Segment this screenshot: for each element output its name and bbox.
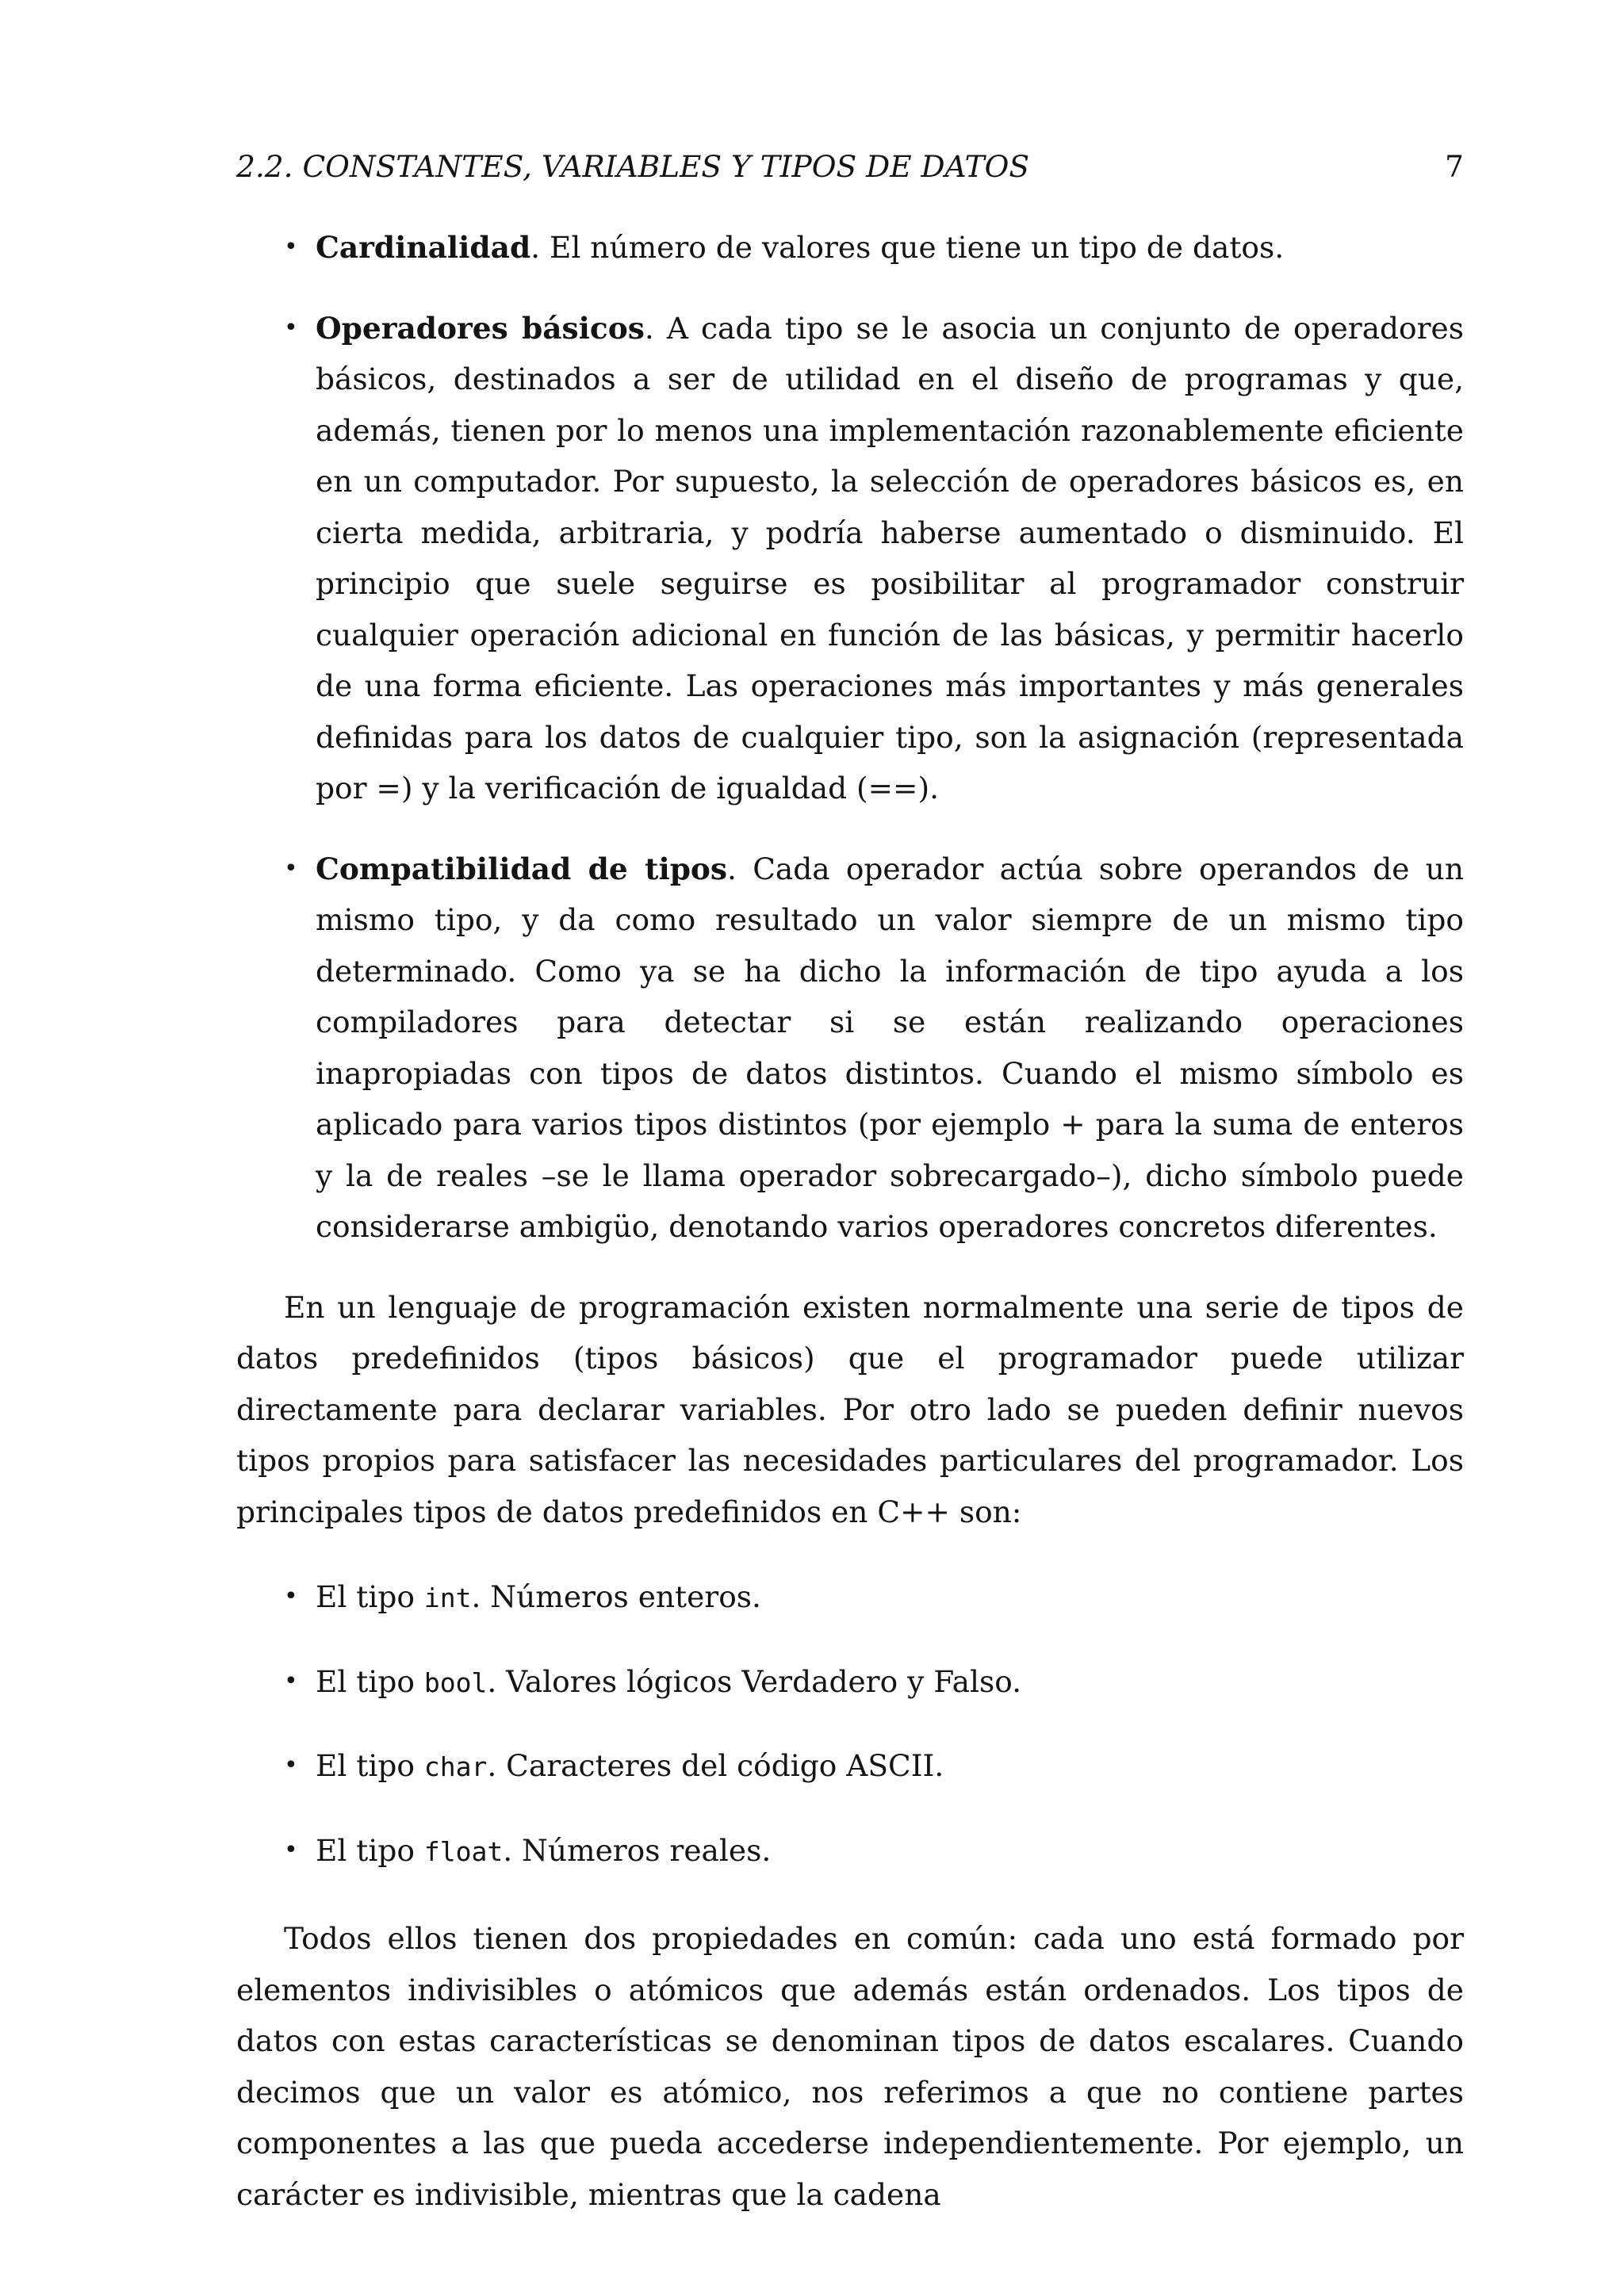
paragraph-intro-types: En un lenguaje de programación existen normalmente una serie de tipos de datos predefinidos (tipos básicos) que el programador puede utilizar directamente para declarar variables. Por otro lado se pueden definir nuevos tipos propios para satisfacer las necesidades particulares del programador. Los principales tipos de datos predefinidos en C++ son: <box>236 1289 1464 1529</box>
list-item <box>236 844 1464 1253</box>
type-keyword: int <box>423 1582 472 1613</box>
paragraph-scalar-types: Todos ellos tienen dos propiedades en común: cada uno está formado por elementos indivisibles o atómicos que además están ordenados. Los tipos de datos con estas características se denominan tipos de datos escalares. Cuando decimos que un valor es atómico, nos referimos a que no contiene partes componentes a las que pueda accederse independientemente. Por ejemplo, un carácter es indivisible, mientras que la cadena <box>236 1921 1464 2212</box>
types-list <box>236 1571 1464 1877</box>
section-title: 2.2. CONSTANTES, VARIABLES Y TIPOS DE DATOS <box>236 149 1030 184</box>
term: Compatibilidad de tipos <box>316 851 728 886</box>
bullet-icon: • <box>284 1751 298 1779</box>
definition: . El número de valores que tiene un tipo de datos. <box>530 230 1285 265</box>
list-item <box>236 303 1464 814</box>
list-item <box>236 1740 1464 1793</box>
bullet-icon: • <box>284 1667 298 1695</box>
properties-list <box>236 222 1464 1253</box>
prefix: El tipo <box>316 1748 424 1783</box>
bullet-icon: • <box>284 1835 298 1864</box>
bullet-icon: • <box>284 854 298 882</box>
type-keyword: bool <box>423 1667 488 1698</box>
prefix: El tipo <box>316 1663 424 1699</box>
definition: . Cada operador actúa sobre operandos de un mismo tipo, y da como resultado un valor siempre de un mismo tipo determinado. Como ya se ha dicho la información de tipo ayuda a los compiladores para detectar si se están realizando operaciones inapropiadas con tipos de datos distintos. Cuando el mismo símbolo es aplicado para varios tipos distintos (por ejemplo + para la suma de enteros y la de reales –se le llama operador sobrecargado–), dicho símbolo puede considerarse ambigüo, denotando varios operadores concretos diferentes. <box>316 851 1464 1244</box>
page <box>236 143 1464 2220</box>
term: Operadores básicos <box>316 310 645 346</box>
prefix: El tipo <box>316 1832 424 1868</box>
term: Cardinalidad <box>316 230 531 265</box>
bullet-icon: • <box>284 233 298 261</box>
running-header <box>236 143 1464 190</box>
type-keyword: float <box>423 1835 504 1867</box>
type-keyword: char <box>423 1751 488 1782</box>
definition: . A cada tipo se le asocia un conjunto de operadores básicos, destinados a ser de utilidad en el diseño de programas y que, además, tienen por lo menos una implementación razonablemente eficiente en un computador. Por supuesto, la selección de operadores básicos es, en cierta medida, arbitraria, y podría haberse aumentado o disminuido. El principio que suele seguirse es posibilitar al programador construir cualquier operación adicional en función de las básicas, y permitir hacerlo de una forma eficiente. Las operaciones más importantes y más generales definidas para los datos de cualquier tipo, son la asignación (representada por =) y la verificación de igualdad (==). <box>316 310 1464 806</box>
page-number: 7 <box>1445 149 1464 184</box>
bullet-icon: • <box>284 313 298 342</box>
list-item <box>236 222 1464 274</box>
bullet-icon: • <box>284 1582 298 1610</box>
list-item <box>236 1656 1464 1709</box>
description: . Valores lógicos Verdadero y Falso. <box>487 1663 1022 1699</box>
description: . Caracteres del código ASCII. <box>487 1748 944 1783</box>
prefix: El tipo <box>316 1579 424 1614</box>
list-item <box>236 1571 1464 1624</box>
description: . Números enteros. <box>471 1579 761 1614</box>
description: . Números reales. <box>503 1832 772 1868</box>
list-item <box>236 1825 1464 1878</box>
